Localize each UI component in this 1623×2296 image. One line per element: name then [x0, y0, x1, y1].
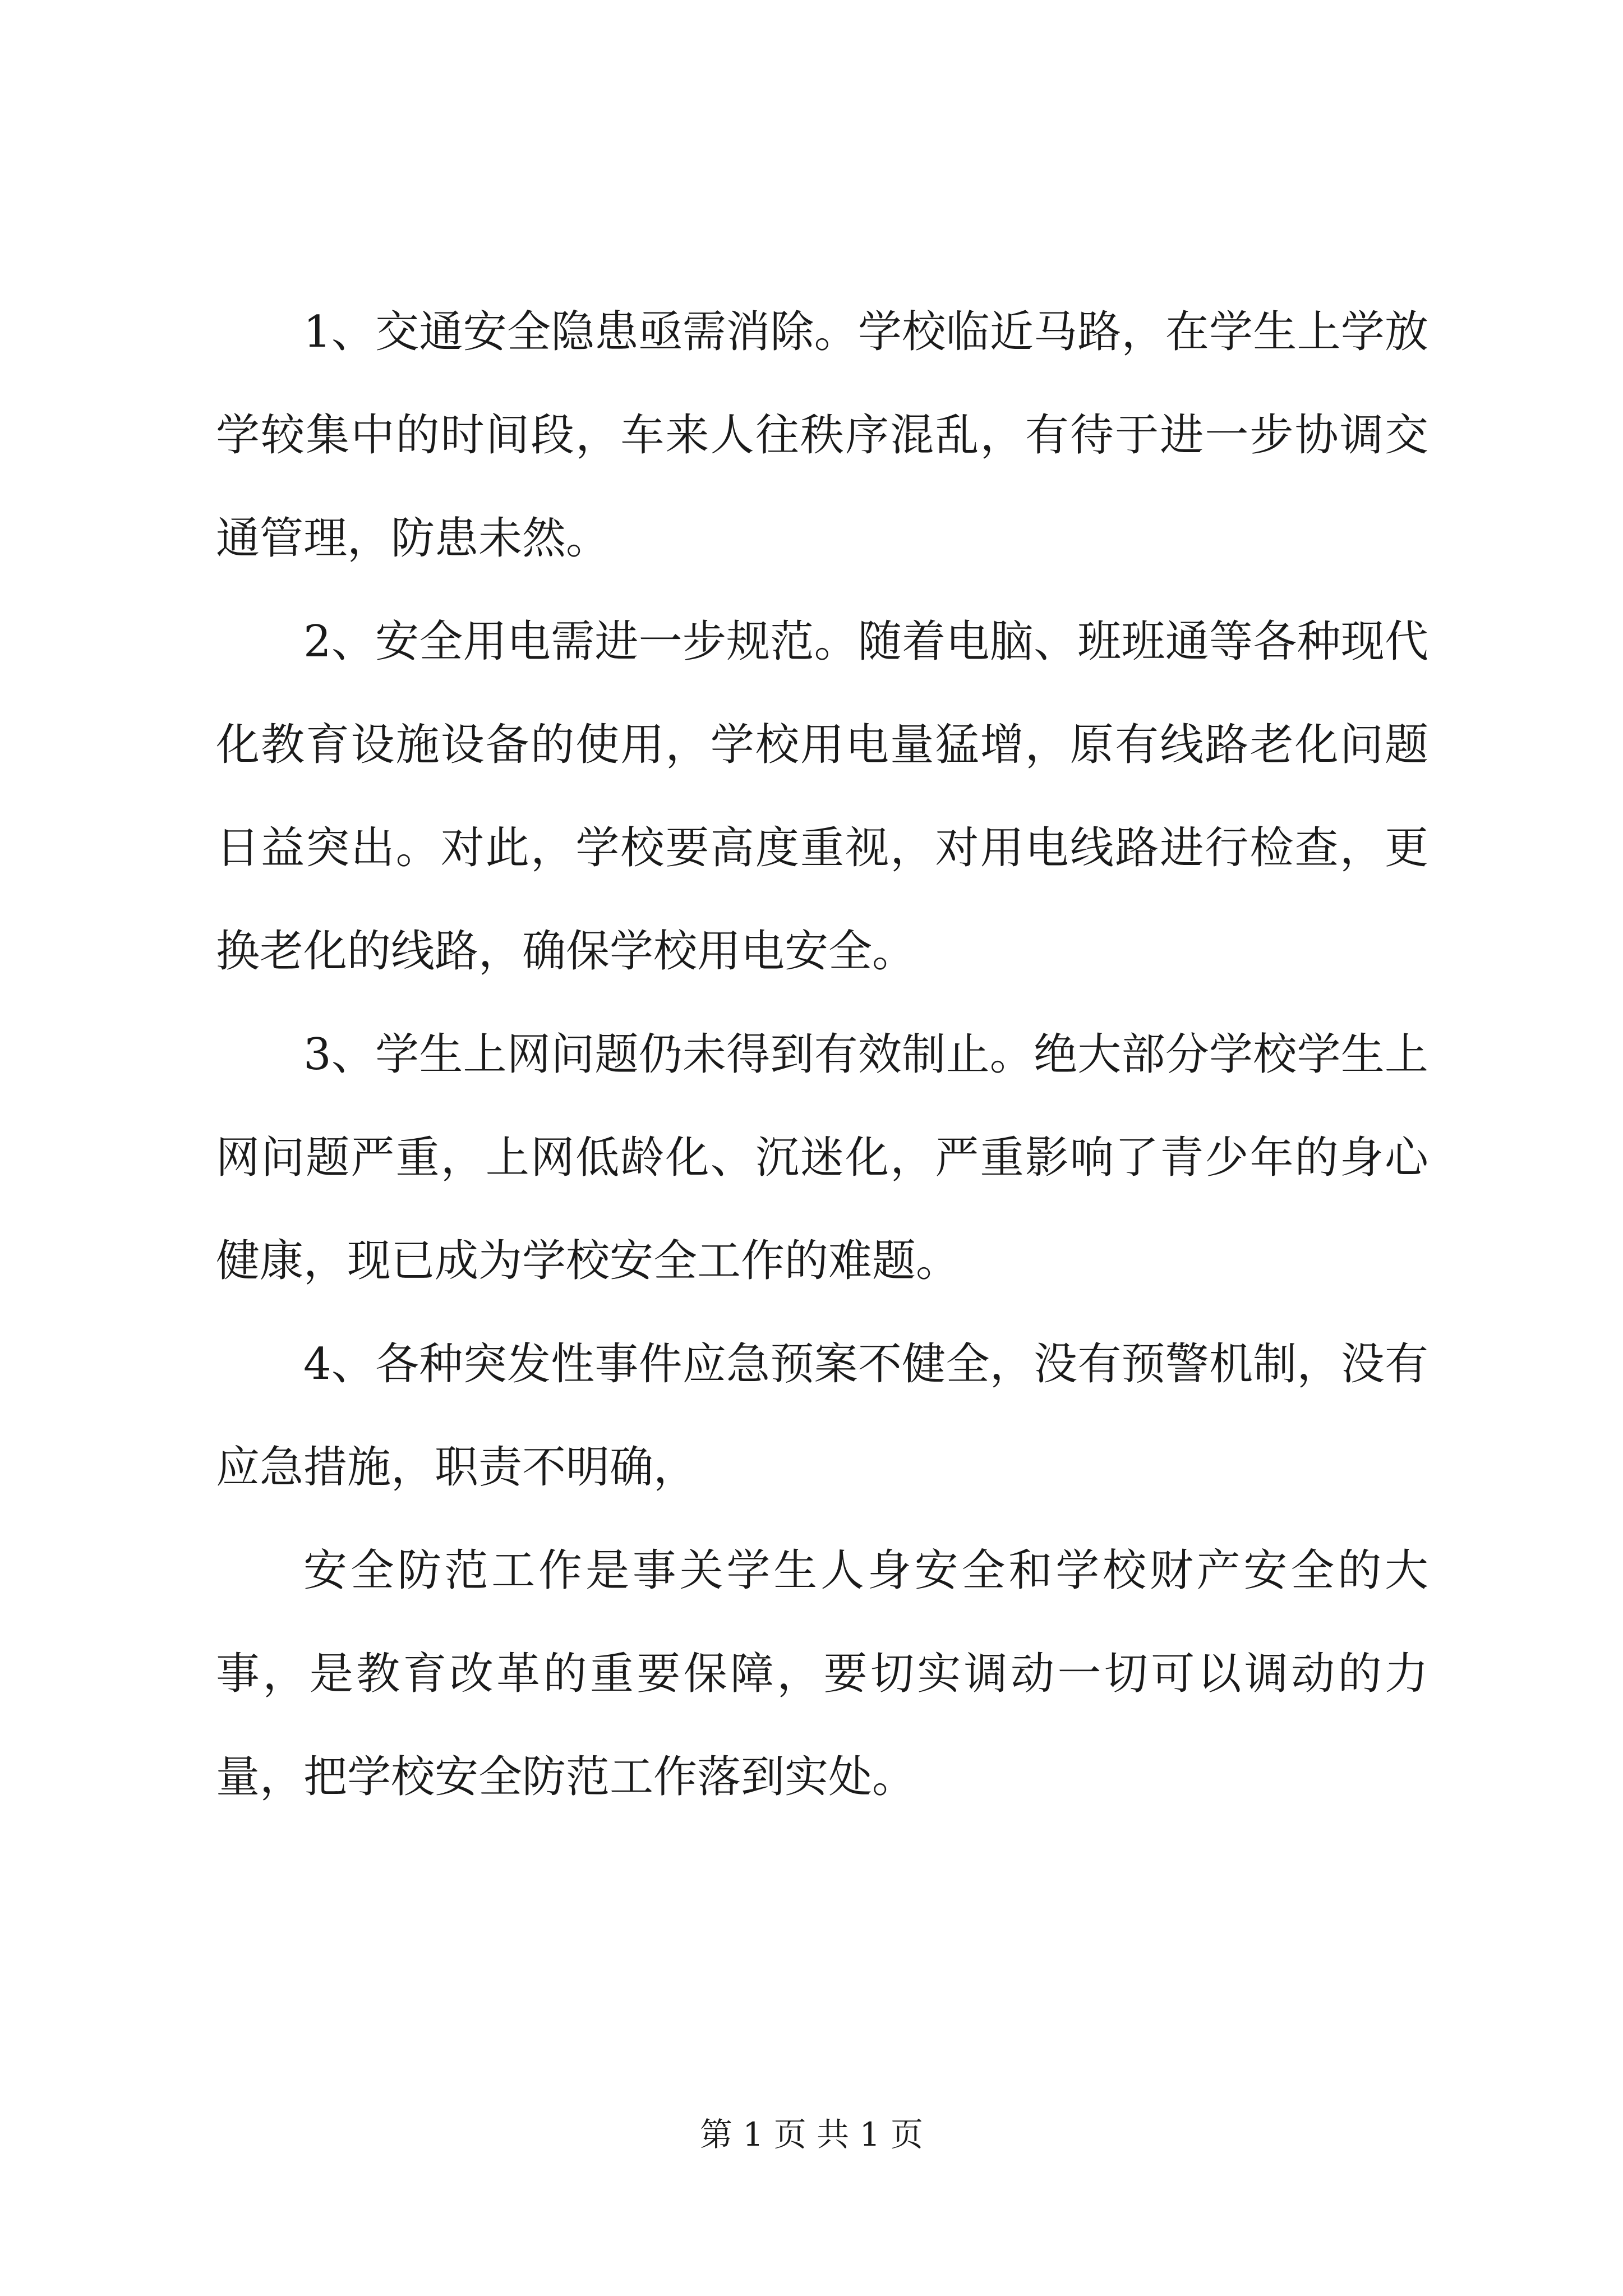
document-body [216, 280, 1428, 1829]
paragraph-emergency-plans: 4、各种突发性事件应急预案不健全，没有预警机制，没有应急措施，职责不明确， [216, 1339, 1428, 1493]
paragraph-conclusion: 安全防范工作是事关学生人身安全和学校财产安全的大事，是教育改革的重要保障，要切实调动一切可以调动的力量，把学校安全防范工作落到实处。 [216, 1545, 1428, 1802]
paragraph-internet-use: 3、学生上网问题仍未得到有效制止。绝大部分学校学生上网问题严重，上网低龄化、沉迷化，严重影响了青少年的身心健康，现已成为学校安全工作的难题。 [216, 1029, 1428, 1286]
paragraph-traffic-safety: 1、交通安全隐患亟需消除。学校临近马路，在学生上学放学较集中的时间段，车来人往秩序混乱，有待于进一步协调交通管理，防患未然。 [216, 307, 1428, 564]
page-footer: 第 1 页 共 1 页 [700, 2115, 923, 2154]
paragraph-electrical-safety: 2、安全用电需进一步规范。随着电脑、班班通等各种现代化教育设施设备的使用，学校用电量猛增，原有线路老化问题日益突出。对此，学校要高度重视，对用电线路进行检查，更换老化的线路，确保学校用电安全。 [216, 616, 1428, 977]
